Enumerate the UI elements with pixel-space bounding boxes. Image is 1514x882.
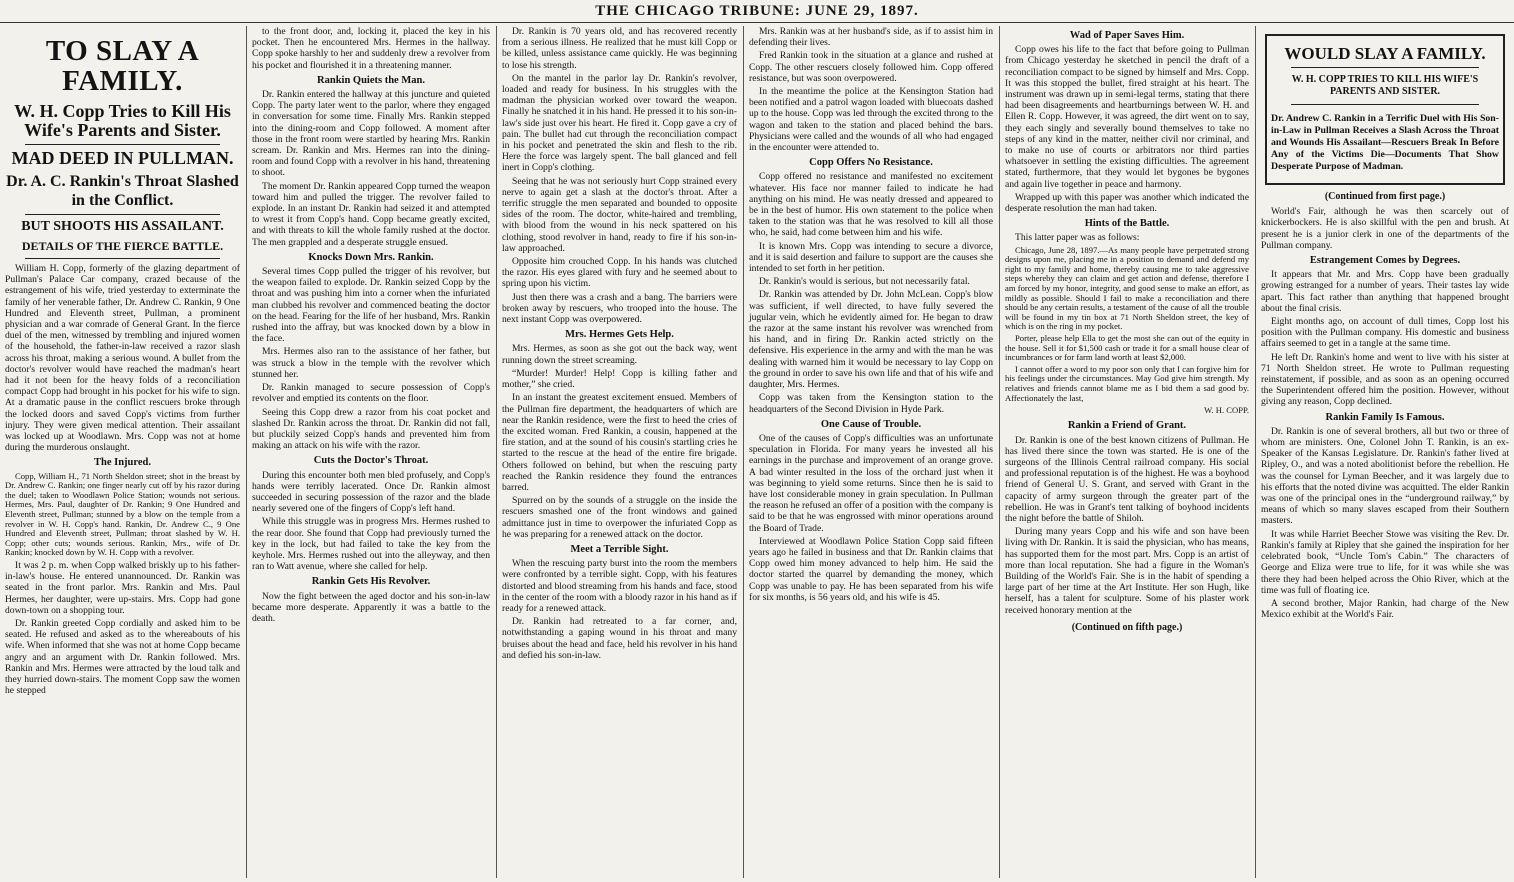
letter-signature: W. H. COPP. xyxy=(1204,405,1249,416)
box-headline: WOULD SLAY A FAMILY. xyxy=(1284,44,1486,63)
paragraph: It was while Harriet Beecher Stowe was visiting the Rev. Dr. Rankin's family at Ripley that she gained the inspiration for her celebrated book, “Uncle Tom's Cabin.” The characters of George and Eliza were true to life, for it was while she was there they had been helped across the Ohio River, which at the time was full of floating ice. xyxy=(1261,528,1509,596)
column-2 xyxy=(247,26,495,878)
paragraph: During this encounter both men bled profusely, and Copp's hands were terribly lacerated. Once Dr. Rankin almost succeeded in securing possession of the razor and the blade nearly severed one of the fingers of Copp's left hand. xyxy=(252,469,490,515)
subhead: Rankin Family Is Famous. xyxy=(1325,411,1445,423)
paragraph: While this struggle was in progress Mrs. Hermes rushed to the rear door. She found that Copp had previously turned the key in the lock, but had failed to take the key from the keyhole. Mrs. Hermes rushed out into the alleyway, and then ran to Watt avenue, where she called for help. xyxy=(252,516,490,573)
box-deck: Dr. Andrew C. Rankin in a Terrific Duel with His Son-in-Law in Pullman Receives a Slash Across the Throat and Wounds His Assailant—Rescuers Break In Before Any of the Victims Die—Documents That Show Desperate Purpose of Madman. xyxy=(1271,113,1499,172)
subhead: Rankin Gets His Revolver. xyxy=(311,576,431,588)
deck-5: DETAILS OF THE FIERCE BATTLE. xyxy=(21,239,224,253)
paragraph: “Murder! Murder! Help! Copp is killing father and mother,” she cried. xyxy=(502,367,737,391)
headline-box xyxy=(1265,34,1505,185)
continued-note: (Continued on fifth page.) xyxy=(1071,621,1183,633)
paragraph: Opposite him crouched Copp. In his hands was clutched the razor. His eyes glared with fury and he seemed about to spring upon his victim. xyxy=(502,256,737,290)
paragraph: Dr. Rankin was attended by Dr. John McLean. Copp's blow was sufficient, if well directed, to have fully severed the jugular vein, which he evidently aimed for. He began to draw the razor at the same instant his revolver was wrenched from his hand, and in firing Dr. Rankin acted strictly on the defensive. His experience in the army and with the man he was dealing with warned him it would be necessary to lay Copp on the ground in order to save his own life and that of his wife and daughter, Mrs. Hermes. xyxy=(749,289,993,391)
paragraph: The moment Dr. Rankin appeared Copp turned the weapon toward him and pulled the trigger. The revolver failed to explode. In an instant Dr. Rankin had seized it and attempted to wrest it from Copp's hand. Copp became greatly excited, and with threats to kill the whole family rushed at the doctor. The men grappled and a desperate struggle ensued. xyxy=(252,180,490,248)
paragraph: When the rescuing party burst into the room the members were confronted by a terrible sight. Copp, with his features distorted and blood streaming from his hands and face, stood in the center of the room with a bloody razor in his hand as if ready for a renewed attack. xyxy=(502,558,737,614)
paragraph: Mrs. Rankin was at her husband's side, as if to assist him in defending their lives. xyxy=(749,26,993,49)
paragraph: Seeing this Copp drew a razor from his coat pocket and slashed Dr. Rankin across the throat. Dr. Rankin did not fall, but pluckily seized Copp's hands and prevented him from making an attack on his wife with the razor. xyxy=(252,406,490,452)
divider xyxy=(25,214,220,215)
paragraph: Dr. Rankin entered the hallway at this juncture and quieted Copp. The party later went to the parlor, where they engaged in conversation for some time. Finally Mrs. Rankin stepped into the dining-room and Copp followed. A moment after those in the front room were startled by hearing Mrs. Rankin scream. Dr. Rankin and Mrs. Hermes ran into the dining-room and found Copp with a revolver in his hand, threatening to shoot. xyxy=(252,89,490,179)
paragraph: Dr. Rankin is one of the best known citizens of Pullman. He has lived there since the town was started. He is one of the surgeons of the Illinois Central railroad company. His social and professional reputation is of the highest. He was a boyhood friend of General U. S. Grant, and served with Grant in the capacity of army surgeon through the greater part of the rebellion. He was in Grant's tent talking of boyhood incidents the night before the battle of Shiloh. xyxy=(1005,434,1249,524)
paragraph: Fred Rankin took in the situation at a glance and rushed at Copp. The other rescuers closely followed him. Copp offered resistance, but was soon overpowered. xyxy=(749,50,993,84)
subhead: Rankin a Friend of Grant. xyxy=(1067,420,1187,432)
paragraph: Eight months ago, on account of dull times, Copp lost his position with the Pullman company. His domestic and business affairs seemed to get in a tangle at the same time. xyxy=(1261,316,1509,350)
paragraph: It is known Mrs. Copp was intending to secure a divorce, and it is said desertion and failure to support are the causes she intended to set forth in her petition. xyxy=(749,240,993,275)
divider xyxy=(25,258,220,259)
continued-note: (Continued from first page.) xyxy=(1324,191,1446,202)
paragraph: One of the causes of Copp's difficulties was an unfortunate speculation in Florida. For many years he invested all his earnings in the purchase and improvement of an orange grove. A bad winter resulted in the loss of the orchard just when it was beginning to yield some returns. Since then he is said to have lost considerable money in grain speculation. In Pullman the reason he refused an offer of a position with the company is said to be that he was engrossed with minor operations around the Board of Trade. xyxy=(749,432,993,534)
deck-2: MAD DEED IN PULLMAN. xyxy=(11,148,234,168)
paragraph: Several times Copp pulled the trigger of his revolver, but the weapon failed to explode. Dr. Rankin seized Copp by the throat and was pushing him into a corner when the infuriated man clubbed his revolver and commenced beating the doctor on the head. Fearing for the life of her husband, Mrs. Rankin rushed into the affray, but was knocked down by a blow in the face. xyxy=(252,266,490,345)
letter-text: Chicago, June 28, 1897.—As many people have perpetrated strong designs upon me, placing me in a position to demand and defend my right to my family and home, thereby causing me to take aggressive steps whereby they can claim and get action and defense, therefore I am forced by my honor, integrity, and good sense to make an effort, as mildly as possible. Should I fail to make a reconciliation and there should be any certain results, a testament of the cause of all the trouble will be found in my tin box at 71 North Sheldon street, the key of which is on the ring in my pocket. xyxy=(1005,244,1249,332)
headline: TO SLAY A FAMILY. xyxy=(45,35,200,97)
paragraph: William H. Copp, formerly of the glazing department of Pullman's Palace Car company, crazed because of the estrangement of his wife, tried yesterday to exterminate the family of her venerable father, Dr. Andrew C. Rankin, 9 One Hundred and Eleventh street, Pullman, a prominent physician and a war comrade of General Grant. In the fierce duel of the men, witnessed by trembling and injured women of the household, the father-in-law received a razor slash across his throat, making a serious wound. A bullet from the doctor's revolver would have reached the madman's heart had it not been for the heavy folds of a reconciliation compact Copp had brought in his pocket for his wife to sign. At a dramatic pause in the conflict rescuers broke through the locked doors and saved Copp's victims from further injury. They were given medical attention. Their assailant was locked up at Woodlawn. Mrs. Copp was not at home during the murderous onslaught. xyxy=(5,263,240,454)
paragraph: Copp was taken from the Kensington station to the headquarters of the Second Division in Hyde Park. xyxy=(749,392,993,415)
box-subhead: W. H. COPP TRIES TO KILL HIS WIFE'S PARENTS AND SISTER. xyxy=(1291,74,1479,97)
paragraph: During many years Copp and his wife and son have been living with Dr. Rankin. It is said the physician, who has means, has supported them for the most part. Mrs. Copp is an artist of more than local reputation. She had a figure in the Woman's Building of the World's Fair. She is in the habit of spending a large part of her time at the Art Institute. Her son Hugh, like herself, has a talent for sculpture. Some of his plaster work received honorary mention at the xyxy=(1005,526,1249,616)
subhead: Cuts the Doctor's Throat. xyxy=(313,455,429,467)
paragraph: He left Dr. Rankin's home and went to live with his sister at 71 North Sheldon street. He wrote to Pullman requesting reinstatement, if possible, and as soon as an opening occurred the Superintendent offered him the position. However, without giving any reason, Copp declined. xyxy=(1261,351,1509,408)
paragraph: to the front door, and, locking it, placed the key in his pocket. Then he encountered Mrs. Hermes in the hallway. Copp spoke harshly to her and suddenly drew a revolver from his pocket and flourished it in a threatening manner. xyxy=(252,26,490,71)
paragraph: Dr. Rankin is 70 years old, and has recovered recently from a serious illness. He realized that he must kill Copp or be killed, unless assistance came quickly. He was beginning to lose his strength. xyxy=(502,26,737,71)
subhead: The Injured. xyxy=(94,457,151,469)
paragraph: Dr. Rankin greeted Copp cordially and asked him to be seated. He refused and asked as to the whereabouts of his wife. When informed that she was not at home Copp became angry and an argument with Dr. Rankin followed. Mrs. Rankin and Mrs. Hermes were attracted by the loud talk and they hurried down-stairs. The moment Copp saw the women he stepped xyxy=(5,618,240,697)
subhead: Rankin Quiets the Man. xyxy=(317,74,425,86)
column-3 xyxy=(497,26,742,878)
paragraph: It was 2 p. m. when Copp walked briskly up to his father-in-law's house. He entered unannounced. Dr. Rankin was seated in the front parlor. Mrs. Rankin and Mrs. Paul Hermes, her daughter, were up-stairs. Mrs. Copp had gone down-town on a shopping tour. xyxy=(5,560,240,616)
subhead: Copp Offers No Resistance. xyxy=(809,157,933,169)
paragraph: Copp owes his life to the fact that before going to Pullman from Chicago yesterday he sketched in pencil the draft of a reconciliation compact to be signed by himself and Mrs. Copp. It was this stopped the bullet, fired straight at his heart. The instrument was drawn up in semi-legal terms, stating that there had been disagreements and heartburnings between W. H. and Ellen R. Copp. However, it was agreed, the dirt went on to say, they each singly and severally bound themselves to take no steps of any kind in the matter, neither civil nor criminal, and to make no use of courts or arbitrators nor third parties whatsoever in settling the existing difficulties. The agreement stated, furthermore, that they would let bygones be bygones and again live together in peace and harmony. xyxy=(1005,44,1249,190)
paragraph: World's Fair, although he was then scarcely out of knickerbockers. He is also skillful with the pen and brush. At present he is a junior clerk in one of the departments of the Pullman company. xyxy=(1261,206,1509,251)
column-6 xyxy=(1256,26,1514,878)
masthead: THE CHICAGO TRIBUNE: JUNE 29, 1897. xyxy=(0,0,1514,23)
column-4 xyxy=(744,26,998,878)
paragraph: It appears that Mr. and Mrs. Copp have been gradually growing estranged for a number of years. Their tastes lay wide apart. This fact rather than anything that happened brought about the final crisis. xyxy=(1261,269,1509,314)
paragraph: Mrs. Hermes, as soon as she got out the back way, went running down the street screaming. xyxy=(502,343,737,366)
paragraph: Copp offered no resistance and manifested no excitement whatever. His face nor manner failed to indicate he had anything on his mind. He was neatly dressed and appeared to be in the best of humor. His own statement to the police when taken to the station was that he was resolved to kill all those who, he said, had come between him and his wife. xyxy=(749,171,993,239)
deck-3: Dr. A. C. Rankin's Throat Slashed in the Conflict. xyxy=(6,173,239,209)
paragraph: Mrs. Hermes also ran to the assistance of her father, but was struck a blow in the temple with the revolver which stunned her. xyxy=(252,346,490,380)
paragraph: Now the fight between the aged doctor and his son-in-law became more desperate. Apparently it was a battle to the death. xyxy=(252,590,490,624)
subhead: Mrs. Hermes Gets Help. xyxy=(565,329,674,341)
deck-4: BUT SHOOTS HIS ASSAILANT. xyxy=(21,219,224,234)
paragraph: In an instant the greatest excitement ensued. Members of the Pullman fire department, the headquarters of which are near the Rankin residence, were the first to heed the cries of the excited woman. Fred Rankin, a cousin, happened at the fire station, and at the sound of his cousin's startling cries he started to the rescue at the head of the entire fire brigade. Others followed on behind, but when the rescuing party reached the Rankin residence they found the entrances barred. xyxy=(502,392,737,493)
subhead: Estrangement Comes by Degrees. xyxy=(1309,255,1461,267)
subhead: Hints of the Battle. xyxy=(1084,218,1170,230)
divider xyxy=(1291,67,1479,68)
letter-text: I cannot offer a word to my poor son only that I can forgive him for his feelings under the circumstances. May God give him strength. My relatives and friends cannot blame me as I bid them a sad good by. Affectionately the last, xyxy=(1005,363,1249,403)
divider xyxy=(25,144,220,145)
paragraph: Wrapped up with this paper was another which indicated the desperate resolution the man had taken. xyxy=(1005,191,1249,215)
subhead: Wad of Paper Saves Him. xyxy=(1069,30,1185,41)
subhead: Meet a Terrible Sight. xyxy=(570,543,669,555)
paragraph: Spurred on by the sounds of a struggle on the inside the rescuers smashed one of the front windows and gained admittance just in time to overpower the infuriated Copp as he was preparing for a renewed attack on the doctor. xyxy=(502,495,737,540)
paragraph: Just then there was a crash and a bang. The barriers were broken away by rescuers, who trooped into the house. The next instant Copp was overpowered. xyxy=(502,291,737,326)
letter-text: Porter, please help Ella to get the most she can out of the equity in the house. Sell it for $1,500 cash or trade it for a small house clear of incumbrances or for farm land worth at least $2,000. xyxy=(1005,333,1249,363)
subhead: One Cause of Trouble. xyxy=(820,418,922,430)
divider xyxy=(1291,104,1479,105)
subhead: Knocks Down Mrs. Rankin. xyxy=(308,251,434,263)
paragraph: A second brother, Major Rankin, had charge of the New Mexico exhibit at the World's Fair. xyxy=(1261,597,1509,621)
column-5 xyxy=(1000,26,1254,878)
paragraph: Dr. Rankin managed to secure possession of Copp's revolver and emptied its contents on the floor. xyxy=(252,382,490,405)
paragraph: In the meantime the police at the Kensington Station had been notified and a patrol wagon loaded with bluecoats dashed up to the house. Copp was led through the excited throng to the wagon and taken to the station and placed behind the bars. Physicians were called and the wounds of all who had engaged in the encounter were attended to. xyxy=(749,86,993,154)
injured-list: Copp, William H., 71 North Sheldon street; shot in the breast by Dr. Andrew C. Rankin; one finger nearly cut off by his razor during the duel; taken to Woodlawn Police Station; wounds not serious. Hermes, Mrs. Paul, daughter of Dr. Rankin; 9 One Hundred and Eleventh street, Pullman; stunned by a blow on the temple from a revolver in W. H. Copp's hand. Rankin, Dr. Andrew C., 9 One Hundred and Eleventh street, Pullman; throat slashed by W. H. Copp; other cuts; wounds serious. Rankin, Mrs., wife of Dr. Rankin; knocked down by W. H. Copp with a revolver. xyxy=(5,470,240,558)
paragraph: On the mantel in the parlor lay Dr. Rankin's revolver, loaded and ready for business. In his struggles with the madman the physician worked over toward the weapon. Finally he snatched it in his hand. He pressed it to his son-in-law's side just over his heart. He fired it. Copp gave a cry of pain. The bullet had cut through the reconciliation compact in his pocket and penetrated the skin and flesh to the rib. Here the force was largely spent. The ball glanced and fell inert in Copp's clothing. xyxy=(502,72,737,174)
column-1 xyxy=(0,26,245,878)
deck-1: W. H. Copp Tries to Kill His Wife's Parents and Sister. xyxy=(14,101,231,140)
paragraph: Dr. Rankin is one of several brothers, all but two or three of whom are ministers. One, Colonel John T. Rankin, is an ex-Speaker of the Kansas Legislature. Dr. Rankin's father lived at Ripley, O., and was a noted abolitionist before the rebellion. He was the counsel for Lyman Beecher, and it was largely due to his efforts that the noted divine was acquitted. The elder Rankin was one of the principal ones in the “underground railway,” by means of which so many slaves escaped from their Southern masters. xyxy=(1261,425,1509,527)
paragraph: This latter paper was as follows: xyxy=(1015,232,1140,244)
paragraph: Dr. Rankin had retreated to a far corner, and, notwithstanding a gaping wound in his throat and many bruises about the head and face, held his revolver in his hand and defied his son-in-law. xyxy=(502,616,737,661)
paragraph: Dr. Rankin's would is serious, but not necessarily fatal. xyxy=(759,276,970,288)
paragraph: Seeing that he was not seriously hurt Copp strained every nerve to again get a slash at the doctor's throat. After a terrific struggle the men separated and bounded to opposite sides of the room. The doctor, white-haired and trembling, with blood from the wound in his neck spattered on his clothing, stood revolver in hand, ready to fire if his son-in-law approached. xyxy=(502,175,737,254)
paragraph: Interviewed at Woodlawn Police Station Copp said fifteen years ago he failed in business and that Dr. Rankin claims that Copp owed him money advanced to help him. He said the doctor started the quarrel by demanding the money, which Copp was unable to pay. He has been separated from his wife for six months, is 56 years old, and his wife is 45. xyxy=(749,535,993,603)
